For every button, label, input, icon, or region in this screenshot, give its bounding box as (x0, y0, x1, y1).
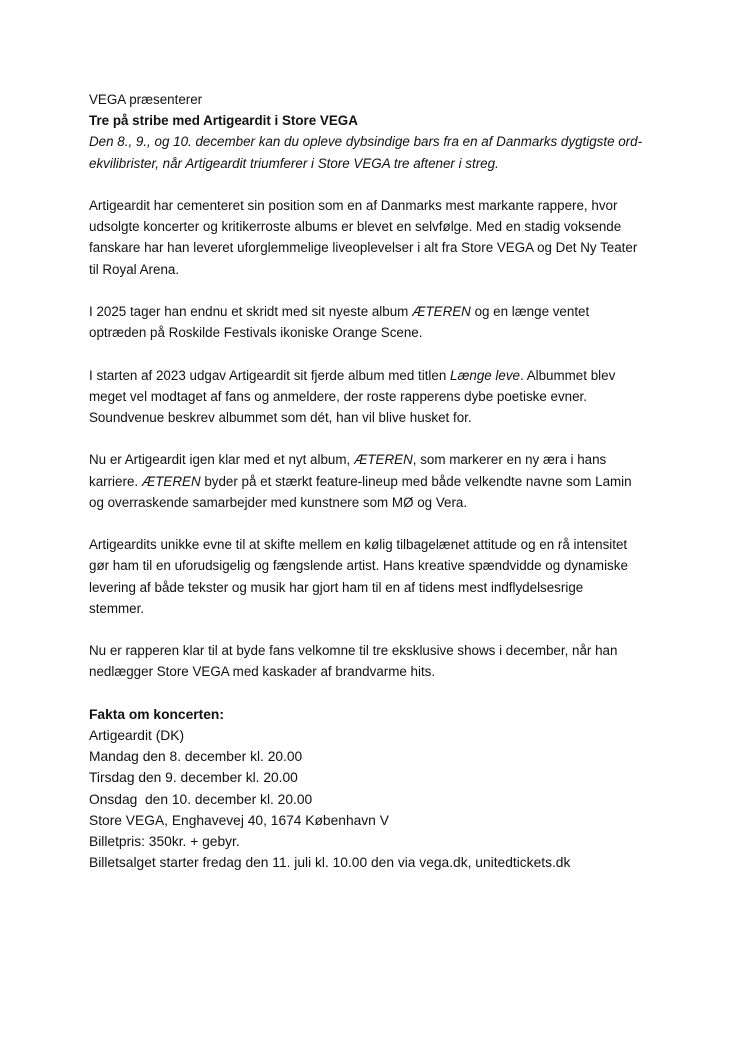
facts-heading: Fakta om koncerten: (89, 706, 224, 722)
album-title: ÆTEREN (353, 452, 413, 468)
fact-line-venue: Store VEGA, Enghavevej 40, 1674 København V (89, 812, 389, 828)
paragraph-line (89, 301, 661, 322)
text-run: , som markerer en ny æra i hans (412, 452, 607, 468)
paragraph-2023 (89, 365, 661, 429)
facts-section (89, 704, 661, 874)
paragraph-line (89, 365, 661, 386)
paragraph-shows (89, 640, 661, 682)
paragraph-line: levering af både tekster og musik har gjort ham til en af tidens mest indflydelsesrige (89, 579, 584, 595)
paragraph-line: gør ham til en uforudsigelig og fængslende artist. Hans kreative spændvidde og dynamiske (89, 558, 628, 574)
fact-line-date: Mandag den 8. december kl. 20.00 (89, 749, 303, 765)
paragraph-line: stemmer. (89, 600, 145, 616)
paragraph-line: optræden på Roskilde Festivals ikoniske Orange Scene. (89, 325, 423, 341)
header-block (89, 89, 661, 174)
fact-line-sale: Billetsalget starter fredag den 11. juli kl. 10.00 den via vega.dk, unitedtickets.dk (89, 855, 571, 871)
page-title: Tre på stribe med Artigeardit i Store VEGA (89, 113, 358, 129)
fact-line-artist: Artigeardit (DK) (89, 727, 185, 743)
press-release (89, 89, 661, 873)
paragraph-line: udsolgte koncerter og kritikerroste albums er blevet en selvfølge. Med en stadig voksende (89, 219, 622, 235)
paragraph-new-album (89, 449, 661, 513)
paragraph-line: Artigeardits unikke evne til at skifte mellem en kølig tilbagelænet attitude og en rå intensitet (89, 537, 628, 553)
album-title: Længe leve (450, 367, 520, 383)
paragraph-line: Nu er rapperen klar til at byde fans velkomne til tre eksklusive shows i december, når han (89, 643, 618, 659)
text-run: og en længe ventet (470, 304, 590, 319)
paragraph-position (89, 195, 661, 280)
fact-line-date: Tirsdag den 9. december kl. 20.00 (89, 770, 298, 786)
paragraph-2025 (89, 301, 661, 343)
text-run: . Albummet blev (520, 367, 616, 383)
paragraph-ability (89, 534, 661, 619)
paragraph-line: nedlægger Store VEGA med kaskader af brandvarme hits. (89, 664, 436, 680)
presenter-line: VEGA præsenterer (89, 92, 203, 107)
fact-line-date: Onsdag den 10. december kl. 20.00 (89, 791, 313, 807)
album-title: ÆTEREN (141, 473, 201, 489)
paragraph-line: Soundvenue beskrev albummet som dét, han vil blive husket for. (89, 410, 472, 425)
paragraph-line (89, 471, 661, 492)
album-title: ÆTEREN (412, 304, 471, 319)
paragraph-line (89, 449, 661, 470)
lead-line: Den 8., 9., og 10. december kan du opleve dybsindige bars fra en af Danmarks dygtigste ord- (89, 134, 643, 150)
text-run: karriere. (89, 473, 142, 489)
paragraph-line: Artigeardit har cementeret sin position som en af Danmarks mest markante rappere, hvor (89, 198, 618, 213)
lead-line: ekvilibrister, når Artigeardit triumferer i Store VEGA tre aftener i streg. (89, 155, 499, 171)
paragraph-line: til Royal Arena. (89, 261, 180, 277)
paragraph-line: fanskare har han leveret uforglemmelige liveoplevelser i alt fra Store VEGA og Det Ny Teater (89, 240, 638, 256)
paragraph-line: meget vel modtaget af fans og anmeldere, der roste rapperens dybe poetiske evner. (89, 388, 587, 404)
text-run: Nu er Artigeardit igen klar med et nyt album, (89, 452, 354, 468)
fact-line-price: Billetpris: 350kr. + gebyr. (89, 834, 240, 849)
text-run: byder på et stærkt feature-lineup med både velkendte navne som Lamin (200, 473, 632, 489)
text-run: I 2025 tager han endnu et skridt med sit nyeste album (89, 304, 413, 319)
text-run: I starten af 2023 udgav Artigeardit sit fjerde album med titlen (89, 367, 451, 383)
paragraph-line: og overraskende samarbejder med kunstnere som MØ og Vera. (89, 494, 468, 510)
